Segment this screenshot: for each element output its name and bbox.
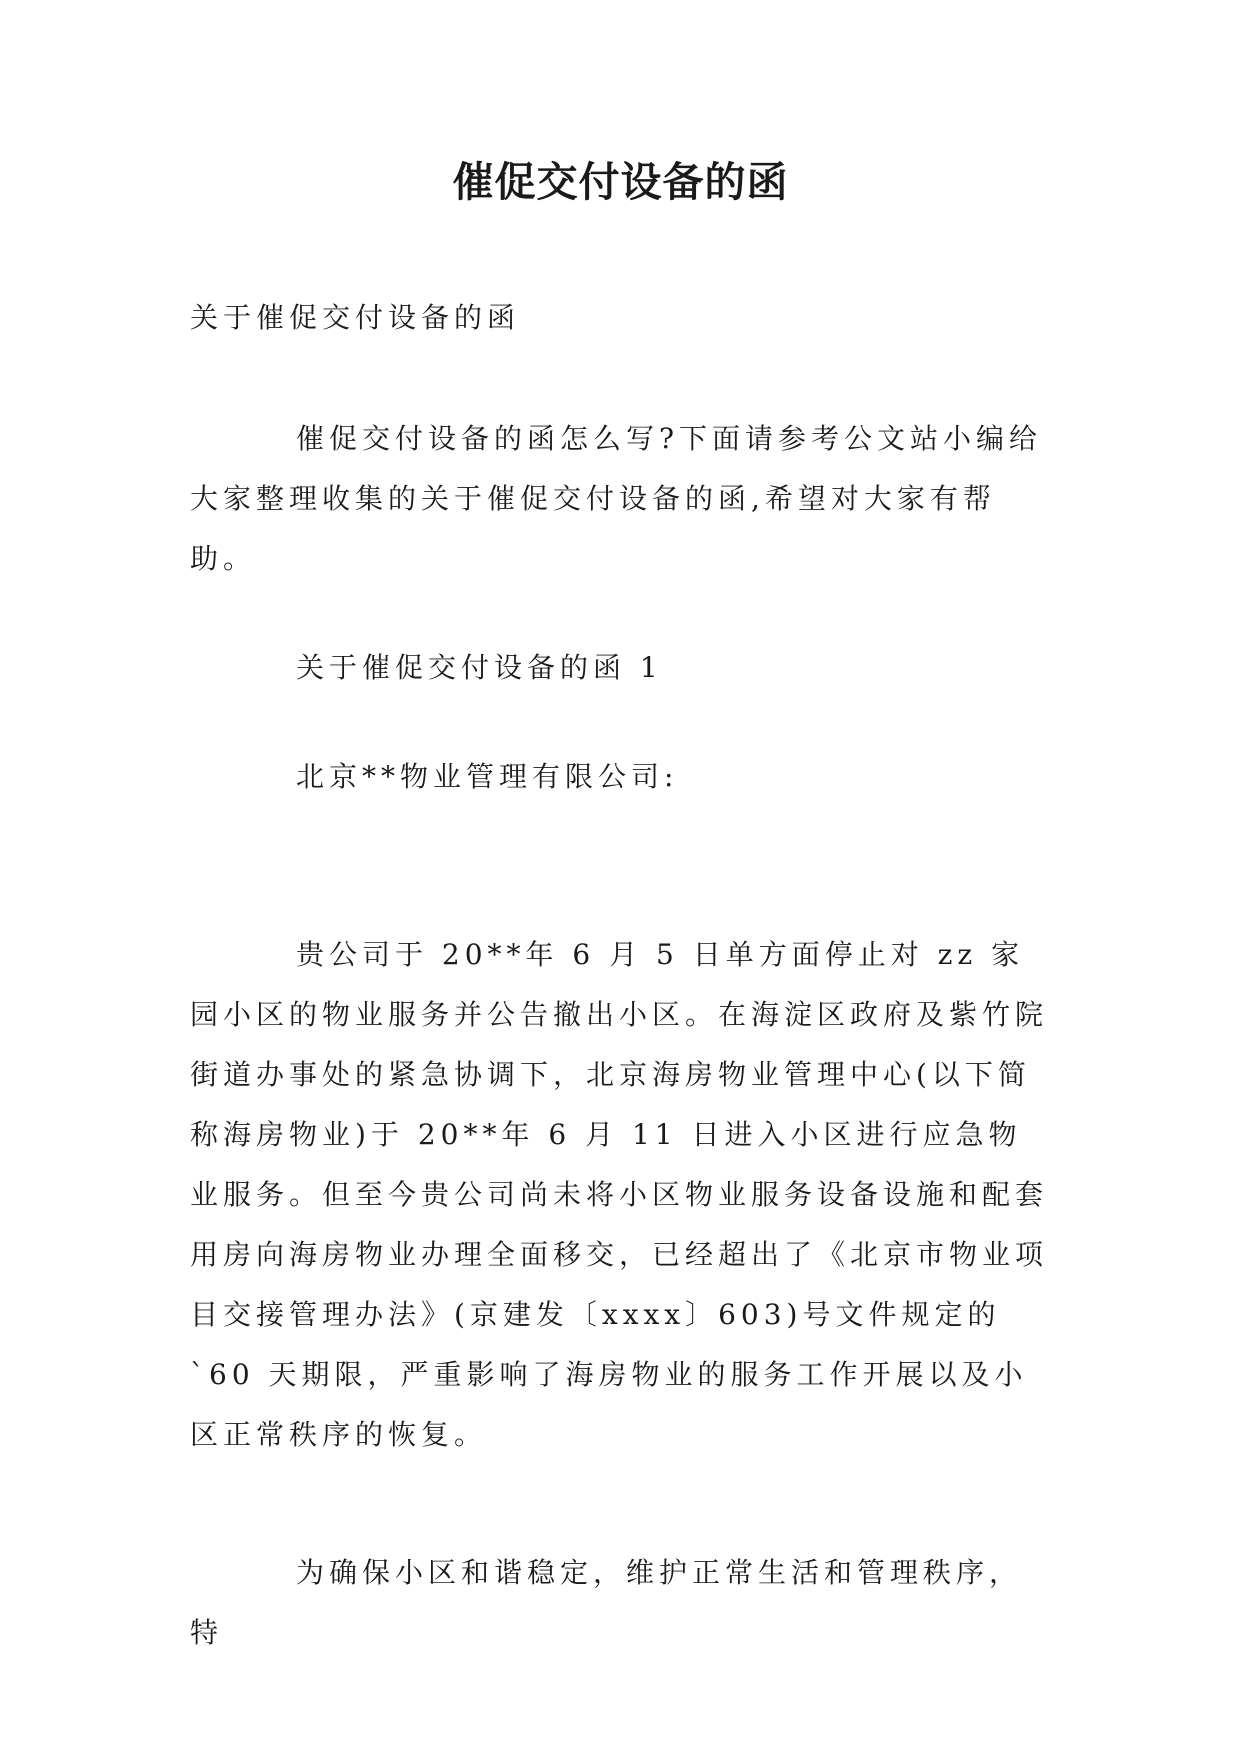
section-heading: 关于催促交付设备的函 1: [296, 651, 663, 684]
body-paragraph-2: 为确保小区和谐稳定，维护正常生活和管理秩序，特: [190, 1556, 1023, 1649]
document-subtitle: 关于催促交付设备的函: [190, 301, 521, 334]
document-title: 催促交付设备的函: [452, 158, 789, 206]
intro-paragraph: 催促交付设备的函怎么写?下面请参考公文站小编给大家整理收集的关于催促交付设备的函,希望对大家有帮助。: [190, 422, 1043, 575]
letter-addressee: 北京**物业管理有限公司:: [296, 760, 679, 793]
body-paragraph-1: 贵公司于 20**年 6 月 5 日单方面停止对 zz 家园小区的物业服务并公告撤出小区。在海淀区政府及紫竹院街道办事处的紧急协调下，北京海房物业管理中心(以下简称海房物业)于 20**年 6 月 11 日进入小区进行应急物业服务。但至今贵公司尚未将小区物业服务设备设施和配套用房向海房物业办理全面移交，已经超出了《北京市物业项目交接管理办法》(京建发〔xxxx〕603)号文件规定的`60 天期限，严重影响了海房物业的服务工作开展以及小区正常秩序的恢复。: [190, 938, 1049, 1451]
